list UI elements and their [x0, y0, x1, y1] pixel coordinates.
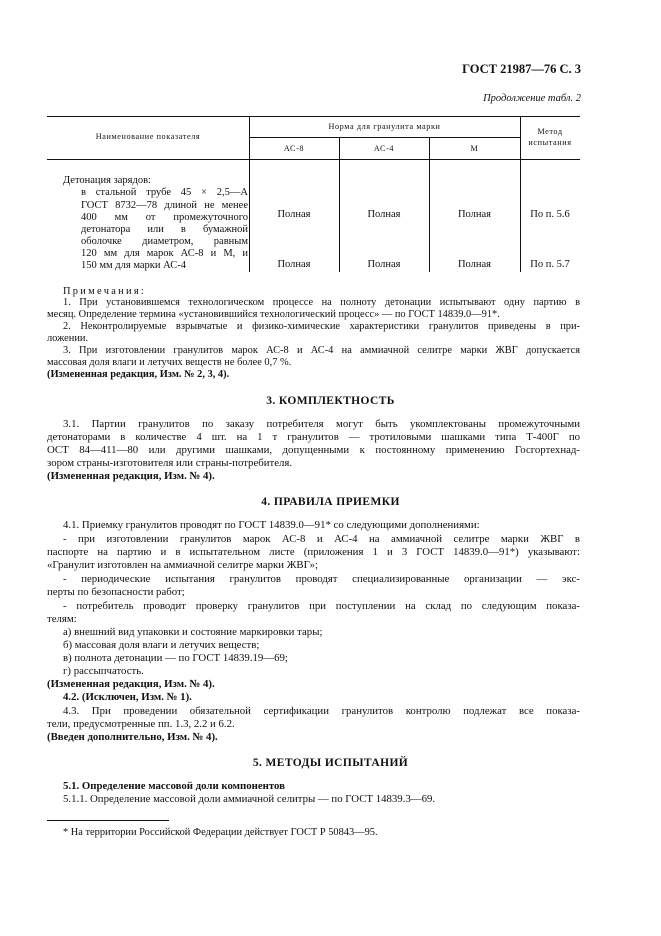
- clause-3-1-line: зором страны-изготовителя или страны-потребителя.: [47, 457, 293, 469]
- cell-row1-as4: Полная: [367, 209, 401, 220]
- bullet-3-line: телям:: [47, 613, 77, 625]
- cell-row2-m: Полная: [457, 259, 492, 270]
- bullet-2-line: - периодические испытания гранулитов проводят специализированные организации — экс-: [63, 573, 580, 585]
- row-label-line: оболочке диаметром, равным: [81, 236, 248, 247]
- notes-amendment: (Измененная редакция, Изм. № 2, 3, 4).: [47, 369, 230, 380]
- list-item-d: г) рассыпчатость.: [63, 665, 144, 677]
- table-continuation-label: Продолжение табл. 2: [483, 93, 581, 104]
- section-3-amendment: (Измененная редакция, Изм. № 4).: [47, 470, 215, 482]
- note-1-line: 1. При установившемся технологическом процессе на полноту детонации испытывают одну партию в: [63, 297, 580, 308]
- notes-heading: Примечания:: [63, 286, 147, 297]
- list-item-a: а) внешний вид упаковки и состояние маркировки тары;: [63, 626, 323, 638]
- row-label-line: 150 мм для марки АС-4: [81, 260, 186, 271]
- row-label-line: в стальной трубе 45 × 2,5—А: [81, 187, 248, 198]
- clause-3-1-line: детонаторами в количестве 4 шт. на 1 т гранулитов — тротиловыми шашками типа Т-400Г по: [47, 431, 580, 443]
- bullet-1-line: паспорте на партию и в испытательном листе (приложения 1 и 3 ГОСТ 14839.0—91*) указывают:: [47, 546, 580, 558]
- header-m: М: [470, 144, 479, 153]
- note-3-line: массовая доля влаги и летучих веществ не более 0,7 %.: [47, 357, 292, 368]
- row-label-line: детонатора или в бумажной: [81, 224, 248, 235]
- clause-3-1-line: 3.1. Партии гранулитов по заказу потребителя могут быть укомплектованы промежуточными: [63, 418, 580, 430]
- list-item-c: в) полнота детонации — по ГОСТ 14839.19—69;: [63, 652, 288, 664]
- table-vline-2: [339, 137, 340, 272]
- section-5-title: 5. МЕТОДЫ ИСПЫТАНИЙ: [252, 757, 409, 769]
- cell-row1-method: По п. 5.6: [530, 209, 570, 220]
- header-indicator: Наименование показателя: [95, 132, 201, 141]
- clause-4-3-line: 4.3. При проведении обязательной сертификации гранулитов контролю подлежат все показа-: [63, 705, 580, 717]
- note-1-line: месяц. Определение термина «установившийся технологический процесс» — по ГОСТ 14839.0—91*.: [47, 309, 500, 320]
- cell-row2-method: По п. 5.7: [530, 259, 570, 270]
- clause-4-1: 4.1. Приемку гранулитов проводят по ГОСТ 14839.0—91* со следующими дополнениями:: [63, 519, 480, 531]
- note-2-line: 2. Неконтролируемые взрывчатые и физико-химические характеристики гранулитов приведены в при-: [63, 321, 580, 332]
- clause-4-2: 4.2. (Исключен, Изм. № 1).: [63, 691, 192, 703]
- row-label-line: 400 мм от промежуточного: [81, 212, 248, 223]
- footnote-rule: [47, 820, 169, 821]
- row-label-line: ГОСТ 8732—78 длиной не менее: [81, 200, 248, 211]
- clause-3-1-line: ОСТ 84—411—80 или другими шашками, допущенными к постоянному применению Госгортехнад-: [47, 444, 580, 456]
- cell-row2-as4: Полная: [367, 259, 401, 270]
- header-method-line1: Метод: [537, 127, 563, 136]
- section-4-amendment-2: (Введен дополнительно, Изм. № 4).: [47, 731, 218, 743]
- header-as4: АС-4: [373, 144, 395, 153]
- cell-row2-as8: Полная: [277, 259, 311, 270]
- table-vline-3: [429, 137, 430, 272]
- cell-row1-m: Полная: [457, 209, 492, 220]
- section-3-title: 3. КОМПЛЕКТНОСТЬ: [266, 395, 395, 407]
- page-header: ГОСТ 21987—76 С. 3: [462, 62, 581, 76]
- header-as8: АС-8: [283, 144, 305, 153]
- header-norm: Норма для гранулита марки: [328, 122, 441, 131]
- table-subheader-rule: [249, 137, 520, 138]
- bullet-2-line: перты по безопасности работ;: [47, 586, 185, 598]
- table-top-rule: [47, 116, 580, 117]
- bullet-3-line: - потребитель проводит проверку гранулитов при поступлении на склад по следующим показа-: [63, 600, 580, 612]
- bullet-1-line: - при изготовлении гранулитов марок АС-8 и АС-4 на аммиачной селитре марки ЖВГ в: [63, 533, 580, 545]
- note-3-line: 3. При изготовлении гранулитов марок АС-8 и АС-4 на аммиачной селитре марки ЖВГ допускается: [63, 345, 580, 356]
- section-4-title: 4. ПРАВИЛА ПРИЕМКИ: [261, 496, 400, 508]
- bullet-1-line: «Гранулит изготовлен на аммиачной селитре марки ЖВГ»;: [47, 559, 318, 571]
- table-header-bottom-rule: [47, 159, 580, 160]
- clause-4-3-line: тели, предусмотренные пп. 1.3, 2.2 и 6.2.: [47, 718, 235, 730]
- row-label-heading: Детонация зарядов:: [63, 175, 151, 186]
- footnote: * На территории Российской Федерации действует ГОСТ Р 50843—95.: [63, 827, 378, 838]
- clause-5-1-1: 5.1.1. Определение массовой доли аммиачной селитры — по ГОСТ 14839.3—69.: [63, 793, 436, 805]
- row-label-line: 120 мм для марок АС-8 и М, и: [81, 248, 248, 259]
- table-vline-1: [249, 116, 250, 272]
- clause-5-1: 5.1. Определение массовой доли компонентов: [63, 780, 285, 792]
- header-method-line2: испытания: [528, 138, 572, 147]
- cell-row1-as8: Полная: [277, 209, 311, 220]
- note-2-line: ложении.: [47, 333, 89, 344]
- list-item-b: б) массовая доля влаги и летучих веществ;: [63, 639, 260, 651]
- section-4-amendment-1: (Измененная редакция, Изм. № 4).: [47, 678, 215, 690]
